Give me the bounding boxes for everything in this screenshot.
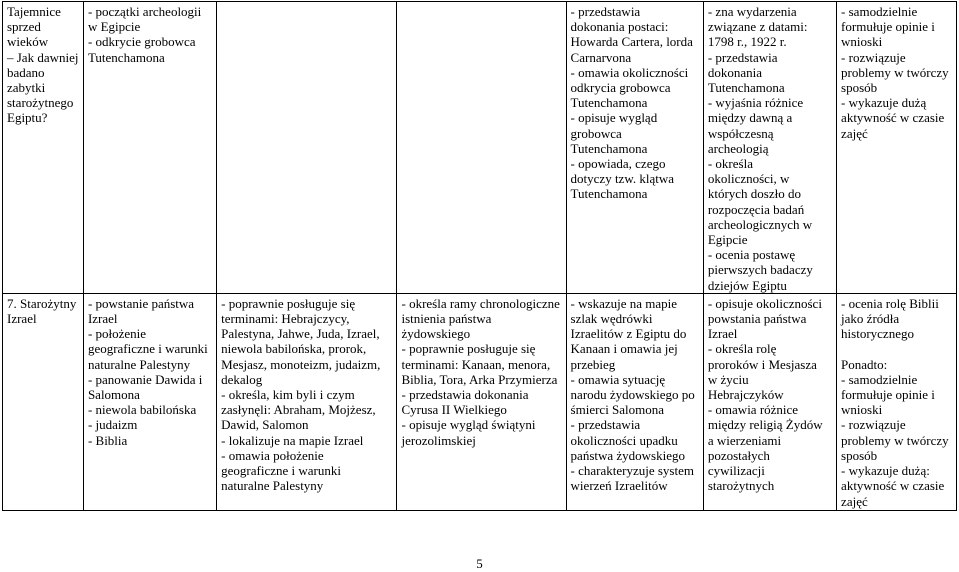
cell-text-line: - samodzielnie — [841, 4, 918, 19]
cell-text-line: 7. Starożytny — [7, 295, 77, 311]
cell-text-line: jerozolimskiej — [401, 432, 476, 448]
cell-text-line: Tutenchamona — [87, 49, 165, 65]
cell-text-line: Egipcie — [707, 232, 748, 248]
cell-text-line: żydowskiego — [401, 326, 471, 342]
cell-text-line: - charakteryzuje system — [570, 463, 694, 479]
table-row — [3, 293, 957, 510]
cell-text-line: rozpoczęcia badań — [707, 201, 805, 217]
cell-text-line: terminami: Hebrajczycy, — [221, 311, 350, 327]
cell-text-line: Biblia, Tora, Arka Przymierza — [401, 371, 558, 387]
cell-text-line: - wskazuje na mapie — [570, 295, 678, 311]
topic-cell — [3, 293, 84, 510]
cell-text-line: odkrycia grobowca — [570, 80, 671, 96]
cell-text-line: - określa ramy chronologiczne — [401, 295, 560, 311]
cell-text-line: cywilizacji — [707, 463, 765, 479]
requirements-basic-cell — [217, 2, 397, 294]
requirements-extended-cell — [397, 2, 566, 294]
cell-text-line: - poprawnie posługuje się — [401, 341, 536, 357]
content-cell — [83, 293, 216, 510]
cell-text-line: istnienia państwa — [401, 311, 492, 327]
cell-text-line: - ocenia rolę Biblii — [841, 295, 939, 311]
cell-text-line: - powstanie państwa — [87, 295, 195, 311]
cell-text-line: współczesną — [707, 125, 774, 141]
cell-text-line: Izrael — [7, 311, 37, 327]
cell-text-line: - lokalizuje na mapie Izrael — [221, 432, 364, 448]
cell-text-line: wnioski — [841, 402, 883, 418]
requirements-advanced-cell — [566, 293, 703, 510]
cell-text-line: dziejów Egiptu — [707, 277, 787, 293]
requirements-beyond-cell — [837, 293, 957, 510]
cell-text-line: - określa, kim byli i czym — [221, 387, 355, 403]
cell-text-line: Izraelitów z Egiptu do — [570, 326, 687, 342]
cell-text-line: - rozwiązuje — [841, 49, 906, 65]
cell-text-line: - położenie — [87, 326, 147, 342]
cell-text-line: - opisuje wygląd świątyni — [401, 417, 536, 433]
cell-text-line: Tutenchamona — [570, 95, 648, 111]
cell-text-line: - wyjaśnia różnice — [707, 95, 804, 111]
cell-text-line: proroków i Mesjasza — [707, 356, 817, 372]
cell-text-line: okoliczności, w — [707, 171, 790, 187]
cell-text-line: Tutenchamona — [707, 80, 785, 96]
cell-text-line: - określa rolę — [707, 341, 777, 357]
cell-text-line: - niewola babilońska — [87, 402, 197, 418]
cell-text-line: - omawia sytuację — [570, 371, 666, 387]
cell-text-line: między religią Żydów — [707, 417, 823, 433]
cell-text-line: szlak wędrówki — [570, 311, 653, 327]
requirements-advanced-cell — [566, 2, 703, 294]
cell-text-line: wieków — [7, 34, 49, 50]
cell-text-line: problemy w twórczy — [841, 64, 949, 80]
cell-text-line: a wierzeniami — [707, 432, 782, 448]
curriculum-table — [2, 1, 957, 511]
cell-text-line: Dawid, Salomon — [221, 417, 309, 433]
cell-text-line: formułuje opinie i — [841, 19, 935, 35]
requirements-full-cell — [703, 2, 836, 294]
cell-text-line: dokonania — [707, 64, 762, 80]
cell-text-line: państwa żydowskiego — [570, 447, 685, 463]
cell-text-line: naturalne Palestyny — [221, 478, 324, 494]
cell-text-line: jako źródła — [841, 311, 900, 327]
cell-text-line: grobowca — [570, 125, 622, 141]
cell-text-line: - określa — [707, 156, 753, 172]
cell-text-line: Mesjasz, monoteizm, judaizm, — [221, 356, 381, 372]
cell-text-line: - wykazuje dużą: — [841, 463, 930, 479]
requirements-beyond-cell — [837, 2, 957, 294]
cell-text-line: geograficzne i warunki — [87, 341, 208, 357]
cell-text-line: problemy w twórczy — [841, 432, 949, 448]
cell-text-line: zajęć — [841, 125, 868, 141]
cell-text-line: Salomona — [87, 387, 140, 403]
cell-text-line: - rozwiązuje — [841, 417, 906, 433]
cell-text-line: dotyczy tzw. klątwa — [570, 171, 675, 187]
cell-text-line — [841, 341, 953, 356]
cell-text-line: - judaizm — [87, 417, 138, 433]
cell-text-line: badano — [7, 64, 45, 80]
cell-text-line: formułuje opinie i — [841, 387, 935, 403]
cell-text-line: - odkrycie grobowca — [87, 34, 196, 50]
cell-text-line: - samodzielnie — [841, 371, 918, 387]
cell-text-line: w Egipcie — [87, 19, 141, 35]
requirements-extended-cell — [397, 293, 566, 510]
cell-text-line: - ocenia postawę — [707, 247, 796, 263]
cell-text-line: aktywność w czasie — [841, 110, 945, 126]
cell-text-line: okoliczności upadku — [570, 432, 678, 448]
cell-text-line: archeologią — [707, 140, 769, 156]
cell-text-line: wnioski — [841, 34, 883, 50]
cell-text-line: Cyrusa II Wielkiego — [401, 402, 507, 418]
cell-text-line: zajęć — [841, 493, 868, 509]
table-row — [3, 2, 957, 294]
cell-text-line: - zna wydarzenia — [707, 4, 797, 19]
cell-text-line: aktywność w czasie — [841, 478, 945, 494]
cell-text-line: Kanaan i omawia jej — [570, 341, 678, 357]
cell-text-line: Hebrajczyków — [707, 387, 784, 403]
cell-text-line: - początki archeologii — [87, 4, 202, 19]
cell-text-line: Tajemnice — [7, 4, 61, 19]
topic-cell — [3, 2, 84, 294]
cell-text-line: przebieg — [570, 356, 616, 372]
cell-text-line: sposób — [841, 80, 878, 96]
content-cell — [83, 2, 216, 294]
cell-text-line: Tutenchamona — [570, 140, 648, 156]
cell-text-line: Egiptu? — [7, 110, 48, 126]
cell-text-line: wierzeń Izraelitów — [570, 478, 668, 494]
cell-text-line: - poprawnie posługuje się — [221, 295, 356, 311]
cell-text-line: w życiu — [707, 371, 749, 387]
cell-text-line: Tutenchamona — [570, 186, 648, 202]
cell-text-line: historycznego — [841, 326, 914, 342]
cell-text-line: pierwszych badaczy — [707, 262, 813, 278]
cell-text-line: - opisuje wygląd — [570, 110, 658, 126]
cell-text-line: powstania państwa — [707, 311, 807, 327]
page-number: 5 — [476, 556, 483, 571]
cell-text-line: Howarda Cartera, lorda — [570, 34, 693, 50]
cell-text-line: - przedstawia dokonania — [401, 387, 529, 403]
cell-text-line: starożytnego — [7, 95, 74, 111]
cell-text-line: - wykazuje dużą — [841, 95, 927, 111]
cell-text-line: śmierci Salomona — [570, 402, 665, 418]
requirements-basic-cell — [217, 293, 397, 510]
cell-text-line: 1798 r., 1922 r. — [707, 34, 787, 50]
cell-text-line: Izrael — [87, 311, 118, 327]
cell-text-line: Palestyna, Jahwe, Juda, Izrael, — [221, 326, 380, 342]
cell-text-line: między dawną a — [707, 110, 793, 126]
cell-text-line: geograficzne i warunki — [221, 463, 341, 479]
cell-text-line: - panowanie Dawida i — [87, 371, 203, 387]
cell-text-line: narodu żydowskiego po — [570, 387, 695, 403]
cell-text-line: sposób — [841, 447, 878, 463]
cell-text-line: dekalog — [221, 371, 263, 387]
cell-text-line: których doszło do — [707, 186, 801, 202]
cell-text-line: - Biblia — [87, 432, 128, 448]
cell-text-line: pozostałych — [707, 447, 770, 463]
cell-text-line: związane z datami: — [707, 19, 808, 35]
cell-text-line: - przedstawia — [570, 417, 641, 433]
cell-text-line: - przedstawia — [707, 49, 778, 65]
cell-text-line: naturalne Palestyny — [87, 356, 191, 372]
cell-text-line: zasłynęli: Abraham, Mojżesz, — [221, 402, 376, 418]
cell-text-line: dokonania postaci: — [570, 19, 669, 35]
cell-text-line: - przedstawia — [570, 4, 641, 19]
cell-text-line: niewola babilońska, prorok, — [221, 341, 367, 357]
requirements-full-cell — [703, 293, 836, 510]
cell-text-line: Izrael — [707, 326, 738, 342]
cell-text-line: archeologicznych w — [707, 216, 813, 232]
cell-text-line: - opowiada, czego — [570, 156, 666, 172]
cell-text-line: - omawia różnice — [707, 402, 799, 418]
cell-text-line: - opisuje okoliczności — [707, 295, 822, 311]
cell-text-line: Carnarvona — [570, 49, 632, 65]
cell-text-line: starożytnych — [707, 478, 775, 494]
cell-text-line: sprzed — [7, 19, 41, 35]
cell-text-line: Ponadto: — [841, 356, 888, 372]
cell-text-line: terminami: Kanaan, menora, — [401, 356, 551, 372]
cell-text-line: - omawia położenie — [221, 447, 324, 463]
cell-text-line: – Jak dawniej — [7, 49, 79, 65]
cell-text-line: zabytki — [7, 80, 46, 96]
cell-text-line: - omawia okoliczności — [570, 64, 689, 80]
